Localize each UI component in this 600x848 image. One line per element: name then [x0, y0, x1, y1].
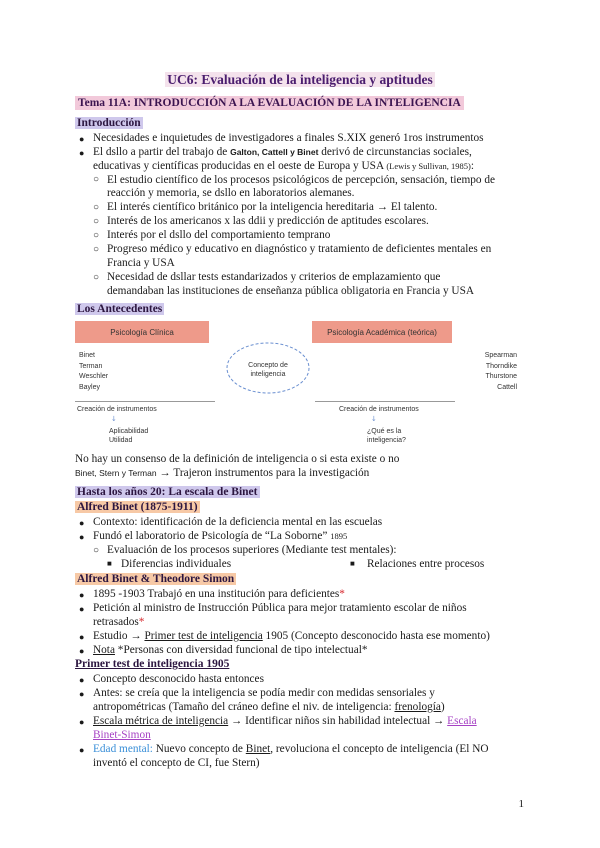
primer-bullet-2b: antropométricas (Tamaño del cráneo define el niv. de inteligencia: frenología)	[93, 701, 445, 713]
bullet-icon: ●	[79, 148, 85, 158]
document-title: UC6: Evaluación de la inteligencia y aptitudes	[167, 72, 433, 87]
sub-bullet-icon: ○	[93, 216, 100, 227]
binet-heading: Alfred Binet (1875-1911)	[77, 501, 198, 513]
binet-sq-1: Diferencias individuales	[121, 558, 232, 570]
binet-simon-heading: Alfred Binet & Theodore Simon	[77, 573, 235, 585]
binet-simon-link[interactable]: Binet-Simon	[93, 729, 151, 741]
antecedentes-heading: Los Antecedentes	[77, 303, 163, 315]
bullet-icon: ●	[79, 590, 85, 600]
clinical-names: Binet Terman Weschler Bayley	[79, 352, 109, 391]
intro-sub-3: Interés de los americanos x las ddii y predicción de aptitudes escolares.	[107, 215, 429, 227]
bs-bullet-3: Estudio → Primer test de inteligencia 1905 (Concepto desconocido hasta ese momento)	[93, 630, 490, 642]
primer-bullet-1: Concepto desconocido hasta entonces	[93, 673, 264, 685]
bullet-icon: ●	[79, 675, 85, 685]
academic-names: Spearman Thorndike Thurstone Cattell	[484, 352, 517, 391]
primer-bullet-3b	[93, 729, 151, 742]
bullet-icon: ●	[79, 604, 85, 614]
escala-link[interactable]: Escala	[447, 715, 477, 727]
bs-bullet-2b: retrasados*	[93, 616, 145, 628]
intro-sub-5b: Francia y USA	[107, 257, 175, 269]
intro-sub-4: Interés por el dsllo del comportamiento temprano	[107, 229, 331, 241]
down-arrow-icon: ↓	[111, 415, 117, 423]
sub-bullet-icon: ○	[93, 202, 100, 213]
intro-sub-6b: demandaban las instituciones de enseñanza pública obligatoria en Francia y USA	[107, 285, 475, 297]
primer-bullet-4b: inventó el concepto de CI, fue Stern)	[93, 757, 260, 769]
right-divider	[315, 401, 455, 402]
intro-sub-1a: El estudio científico de los procesos psicológicos de percepción, sensación, tiempo de	[107, 174, 496, 186]
tema-heading: Tema 11A: INTRODUCCIÓN A LA EVALUACIÓN DE LA INTELIGENCIA	[75, 96, 464, 110]
left-divider	[75, 401, 215, 402]
academic-psychology-box: Psicología Académica (teórica)	[312, 321, 452, 343]
binet-sq-2: Relaciones entre procesos	[367, 558, 485, 570]
primer-bullet-2a: Antes: se creía que la inteligencia se podía medir con medidas sensoriales y	[93, 687, 435, 699]
primer-bullet-3: Escala métrica de inteligencia → Identificar niños sin habilidad intelectual → Escala	[93, 715, 477, 727]
bullet-icon: ●	[79, 518, 85, 528]
antecedentes-p1: No hay un consenso de la definición de inteligencia o si esta existe o no	[75, 453, 400, 465]
right-outcome: ¿Qué es la inteligencia?	[367, 428, 406, 444]
bullet-icon: ●	[79, 689, 85, 699]
intro-bullet-2-line-2: educativas y científicas producidas en el oeste de Europa y USA (Lewis y Sullivan, 1985):	[93, 160, 474, 172]
square-bullet-icon: ■	[107, 559, 112, 568]
primer-bullet-4a: Edad mental: Nuevo concepto de Binet, revoluciona el concepto de inteligencia (El NO	[93, 743, 489, 755]
bullet-icon: ●	[79, 134, 85, 144]
sub-bullet-icon: ○	[93, 244, 100, 255]
intro-bullet-2-line-1: El dsllo a partir del trabajo de Galton, Cattell y Binet derivó de circunstancias sociales,	[93, 146, 472, 158]
clinical-psychology-box: Psicología Clínica	[75, 321, 209, 343]
sub-bullet-icon: ○	[93, 174, 100, 185]
concept-label: Concepto de inteligencia	[248, 362, 288, 378]
binet-bullet-2: Fundó el laboratorio de Psicología de “La Soborne” 1895	[93, 530, 348, 542]
bs-bullet-4: Nota *Personas con diversidad funcional de tipo intelectual*	[93, 644, 368, 656]
right-creation-label: Creación de instrumentos	[339, 406, 419, 413]
binet-bullet-1: Contexto: identificación de la deficiencia mental en las escuelas	[93, 516, 383, 528]
bullet-icon: ●	[79, 745, 85, 755]
intro-sub-6a: Necesidad de dsllar tests estandarizados y criterios de emplazamiento que	[107, 271, 441, 283]
left-outcome: Aplicabilidad Utilidad	[109, 428, 149, 444]
sub-bullet-icon: ○	[93, 545, 100, 556]
bs-bullet-1: 1895 -1903 Trabajó en una institución para deficientes*	[93, 588, 345, 600]
antecedentes-diagram	[75, 321, 525, 446]
down-arrow-icon: ↓	[371, 415, 377, 423]
primer-test-heading: Primer test de inteligencia 1905	[75, 658, 230, 670]
page-number: 1	[518, 798, 524, 810]
antecedentes-p2: Binet, Stern y Terman → Trajeron instrumentos para la investigación	[75, 467, 370, 479]
intro-heading: Introducción	[77, 117, 141, 129]
intro-sub-5a: Progreso médico y educativo en diagnóstico y tratamiento de deficientes mentales en	[107, 243, 492, 255]
bullet-icon: ●	[79, 717, 85, 727]
intro-bullet-1: Necesidades e inquietudes de investigadores a finales S.XIX generó 1ros instrumentos	[93, 132, 484, 144]
intro-sub-2: El interés científico británico por la inteligencia hereditaria → El talento.	[107, 201, 438, 213]
binet-sub-1: Evaluación de los procesos superiores (Mediante test mentales):	[107, 544, 397, 556]
bullet-icon: ●	[79, 532, 85, 542]
sub-bullet-icon: ○	[93, 272, 100, 283]
sub-bullet-icon: ○	[93, 230, 100, 241]
bs-bullet-2a: Petición al ministro de Instrucción Pública para mejor tratamiento escolar de niños	[93, 602, 467, 614]
hasta20-heading: Hasta los años 20: La escala de Binet	[77, 486, 258, 498]
square-bullet-icon: ■	[350, 559, 355, 568]
bullet-icon: ●	[79, 646, 85, 656]
bullet-icon: ●	[79, 632, 85, 642]
left-creation-label: Creación de instrumentos	[77, 406, 157, 413]
intro-sub-1b: reacción y memoria, se dsllo en laboratorios alemanes.	[107, 187, 355, 199]
